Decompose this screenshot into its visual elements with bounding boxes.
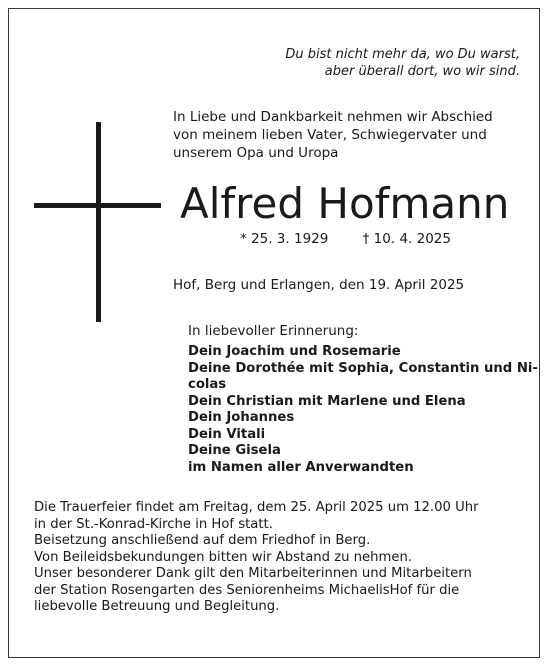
mourner-line: im Namen aller Anverwandten bbox=[188, 459, 414, 475]
mourner-line: Dein Vitali bbox=[188, 426, 266, 442]
note-line: Die Trauerfeier findet am Freitag, dem 25. April 2025 um 12.00 Uhr bbox=[34, 500, 479, 515]
intro-line: unserem Opa und Uropa bbox=[173, 145, 339, 161]
motto-line: Du bist nicht mehr da, wo Du warst, bbox=[285, 47, 520, 62]
note-line: der Station Rosengarten des Seniorenheims MichaelisHof für die bbox=[34, 582, 460, 598]
mourner-line: Deine Gisela bbox=[188, 443, 281, 458]
place-and-date: Hof, Berg und Erlangen, den 19. April 2025 bbox=[173, 277, 465, 293]
mourners-list bbox=[188, 344, 538, 476]
funeral-notes bbox=[34, 500, 524, 616]
mourner-line: Dein Johannes bbox=[188, 410, 295, 425]
cross-vertical-bar bbox=[96, 122, 101, 322]
intro-line: In Liebe und Dankbarkeit nehmen wir Abschied bbox=[173, 109, 493, 125]
cross-horizontal-bar bbox=[34, 203, 161, 208]
memory-heading: In liebevoller Erinnerung: bbox=[188, 323, 359, 339]
mourner-line: Deine Dorothée mit Sophia, Constantin und Ni- bbox=[188, 360, 538, 376]
intro-text bbox=[173, 108, 518, 162]
motto-line: aber überall dort, wo wir sind. bbox=[324, 64, 520, 79]
note-line: Von Beileidsbekundungen bitten wir Abstand zu nehmen. bbox=[34, 549, 413, 565]
death-date: † 10. 4. 2025 bbox=[362, 231, 451, 247]
note-line: liebevolle Betreuung und Begleitung. bbox=[34, 599, 280, 614]
note-line: Beisetzung anschließend auf dem Friedhof in Berg. bbox=[34, 533, 371, 548]
mourner-line: colas bbox=[188, 377, 227, 392]
note-line: Unser besonderer Dank gilt den Mitarbeiterinnen und Mitarbeitern bbox=[34, 566, 472, 581]
mourner-line: Dein Christian mit Marlene und Elena bbox=[188, 393, 466, 409]
motto-quote bbox=[220, 46, 520, 80]
deceased-name: Alfred Hofmann bbox=[180, 179, 510, 228]
mourner-line: Dein Joachim und Rosemarie bbox=[188, 344, 401, 359]
note-line: in der St.-Konrad-Kirche in Hof statt. bbox=[34, 516, 273, 532]
life-dates bbox=[240, 230, 500, 248]
intro-line: von meinem lieben Vater, Schwiegervater und bbox=[173, 127, 487, 143]
birth-date: * 25. 3. 1929 bbox=[240, 231, 329, 247]
